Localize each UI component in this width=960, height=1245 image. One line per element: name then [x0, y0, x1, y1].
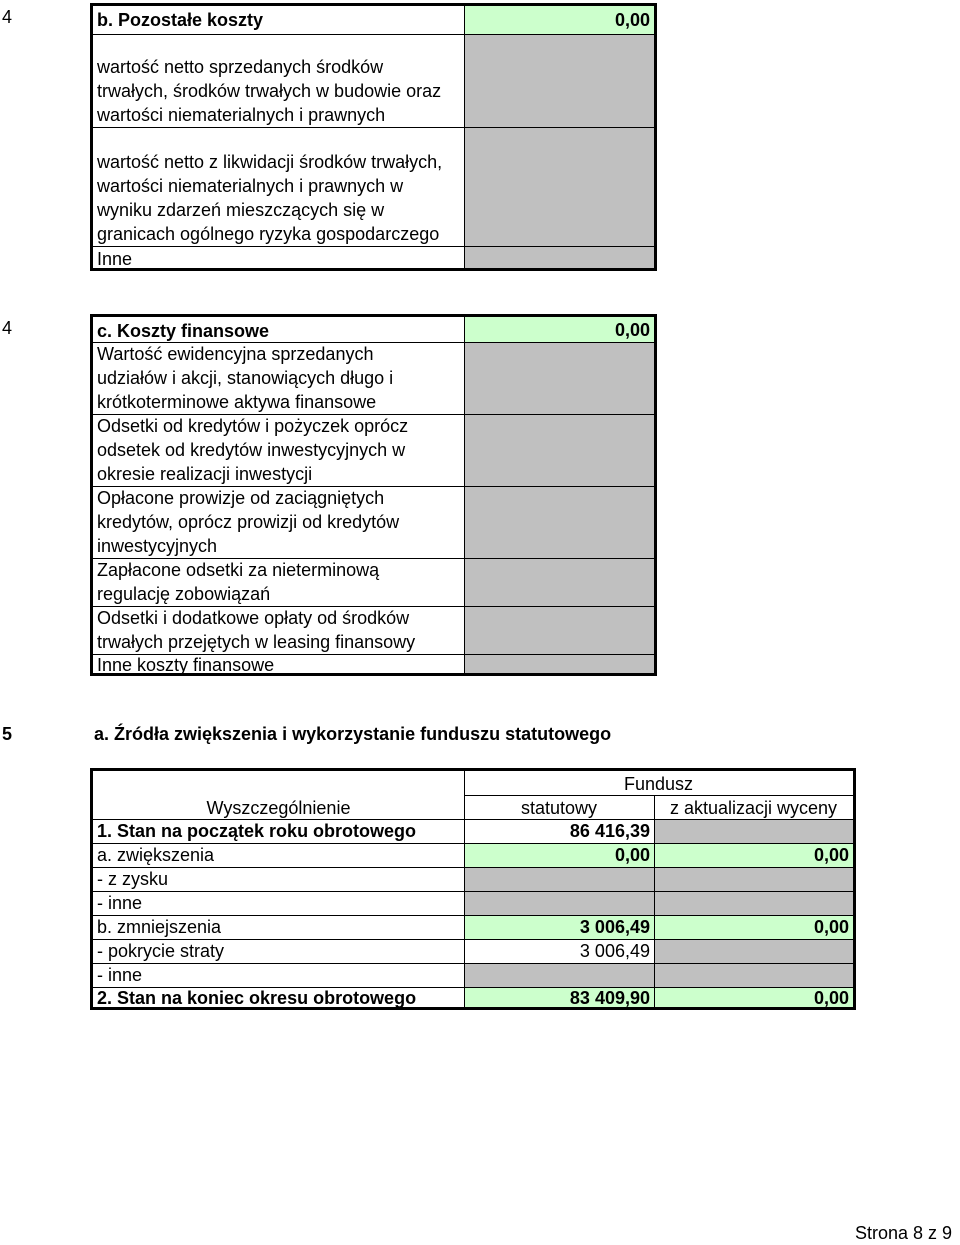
fund-row-label: - inne: [97, 893, 143, 913]
fund-row-label: - inne: [97, 965, 143, 985]
section-5-title: a. Źródła zwiększenia i wykorzystanie funduszu statutowego: [94, 724, 612, 744]
fund-row-statutory: 3 006,49: [579, 917, 650, 937]
section-b-value-column: [464, 34, 654, 268]
section-c-row-2: Odsetki od kredytów i pożyczek oprócz odsetek od kredytów inwestycyjnych w okresie realizacji inwestycji: [97, 416, 409, 484]
fund-row-revaluation: 0,00: [813, 845, 849, 865]
section-c-value-column: [464, 342, 654, 673]
section-b-row-1: wartość netto sprzedanych środków trwałych, środków trwałych w budowie oraz wartości niematerialnych i prawnych: [97, 57, 442, 125]
section-c-row-4: Zapłacone odsetki za nieterminową regulację zobowiązań: [97, 560, 380, 604]
section-c-title: c. Koszty finansowe: [97, 321, 270, 341]
section-c-row-3: Opłacone prowizje od zaciągniętych kredytów, oprócz prowizji od kredytów inwestycyjnych: [97, 488, 400, 556]
fund-table: [90, 768, 856, 1010]
fund-row-label: a. zwiększenia: [97, 845, 215, 865]
fund-group-header: Fundusz: [623, 774, 694, 794]
col-header-revaluation: z aktualizacji wyceny: [669, 798, 838, 818]
fund-row-label: - pokrycie straty: [97, 941, 225, 961]
fund-row-label: - z zysku: [97, 869, 169, 889]
section-b-row-2: wartość netto z likwidacji środków trwałych, wartości niematerialnych i prawnych w wyniku zdarzeń mieszczących się w granicach ogólnego ryzyka gospodarczego: [97, 152, 443, 244]
fund-row-label: 1. Stan na początek roku obrotowego: [97, 821, 417, 841]
section-c-row-6: Inne koszty finansowe: [97, 655, 275, 675]
section-c-total: 0,00: [464, 317, 654, 342]
section-5-number: 5: [2, 724, 13, 744]
fund-row-revaluation: 0,00: [813, 917, 849, 937]
section-c-row-1: Wartość ewidencyjna sprzedanych udziałów i akcji, stanowiących długo i krótkoterminowe aktywa finansowe: [97, 344, 394, 412]
col-header-description: Wyszczególnienie: [206, 798, 351, 818]
fund-row-label: 2. Stan na koniec okresu obrotowego: [97, 988, 417, 1008]
fund-row-statutory: 3 006,49: [579, 941, 650, 961]
fund-row-label: b. zmniejszenia: [97, 917, 222, 937]
section-b-row-3: Inne: [97, 249, 133, 269]
page-number: Strona 8 z 9: [854, 1223, 952, 1243]
fund-row-statutory: 83 409,90: [569, 988, 650, 1008]
fund-row-statutory: 86 416,39: [569, 821, 650, 841]
section-b-table: [90, 3, 657, 271]
col-header-statutory: statutowy: [520, 798, 598, 818]
section-c-row-5: Odsetki i dodatkowe opłaty od środków trwałych przejętych w leasing finansowy: [97, 608, 416, 652]
fund-row-statutory: 0,00: [614, 845, 650, 865]
section-c-table: [90, 314, 657, 676]
section-c-number: 4: [2, 318, 13, 338]
section-b-total: 0,00: [464, 6, 654, 34]
section-b-number: 4: [2, 7, 13, 27]
fund-row-revaluation: 0,00: [813, 988, 849, 1008]
section-b-title: b. Pozostałe koszty: [97, 10, 264, 30]
